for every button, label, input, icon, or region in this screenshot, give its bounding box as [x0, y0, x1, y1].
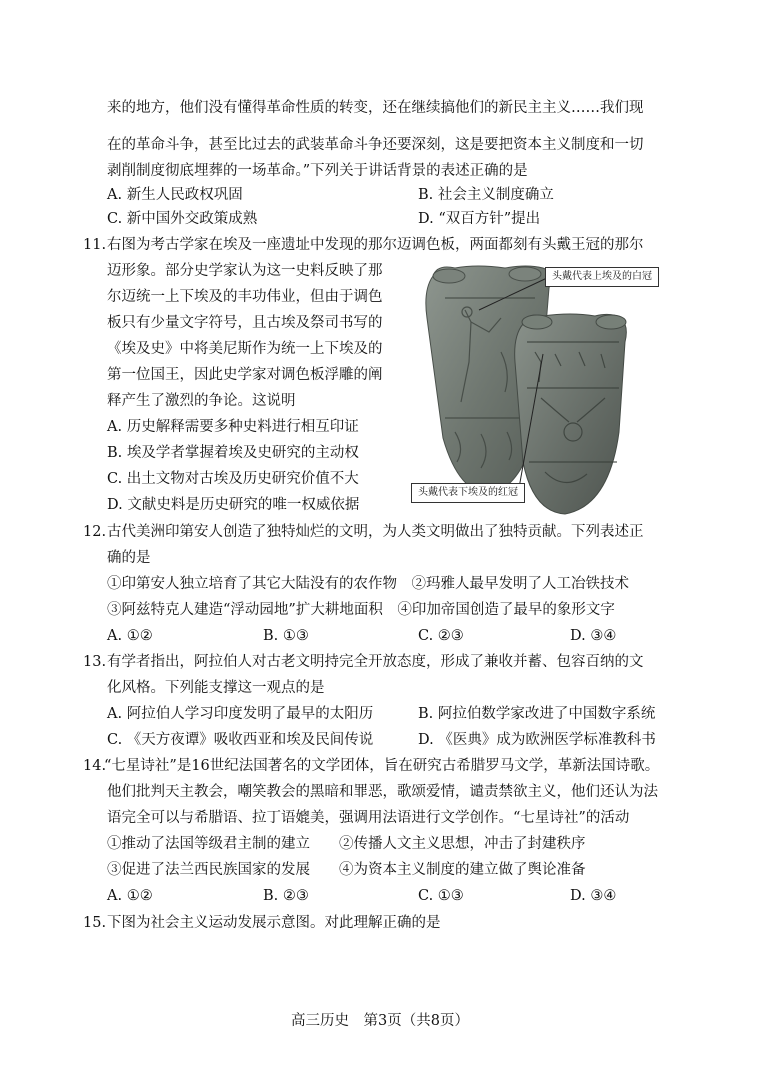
option-c: C. 出土文物对古埃及历史研究价值不大 — [107, 471, 359, 487]
question-text: 《埃及史》中将美尼斯作为统一上下埃及的 — [107, 341, 383, 357]
question-text: 尔迈统一上下埃及的丰功伟业，但由于调色 — [107, 289, 383, 305]
option-d: D. “双百方针”提出 — [418, 211, 541, 227]
question-number: 15. — [83, 915, 107, 931]
question-number: 14. — [83, 758, 107, 774]
callout-red-crown: 头戴代表下埃及的红冠 — [411, 483, 525, 503]
callout-white-crown: 头戴代表上埃及的白冠 — [545, 267, 659, 287]
question-text: 确的是 — [107, 550, 151, 566]
option-c: C. 新中国外交政策成熟 — [107, 211, 258, 227]
option-d: D. 《医典》成为欧洲医学标准教科书 — [418, 732, 656, 748]
question-text: 语完全可以与希腊语、拉丁语媲美，强调用法语进行文学创作。“七星诗社”的活动 — [107, 810, 630, 826]
question-text: 下图为社会主义运动发展示意图。对此理解正确的是 — [107, 915, 441, 931]
intro-line: 在的革命斗争，甚至比过去的武装革命斗争还要深刻，这是要把资本主义制度和一切 — [107, 137, 644, 153]
question-text: 释产生了激烈的争论。这说明 — [107, 393, 296, 409]
option-a: A. ①② — [107, 628, 153, 644]
option-b: B. ①③ — [263, 628, 309, 644]
intro-line: 来的地方，他们没有懂得革命性质的转变，还在继续搞他们的新民主主义……我们现 — [107, 100, 644, 116]
option-c: C. ①③ — [418, 888, 464, 904]
narmer-palette-image — [415, 262, 683, 517]
option-d: D. 文献史料是历史研究的唯一权威依据 — [107, 497, 360, 513]
option-c: C. 《天方夜谭》吸收西亚和埃及民间传说 — [107, 732, 374, 748]
option-a: A. 阿拉伯人学习印度发明了最早的太阳历 — [107, 706, 374, 722]
question-number: 12. — [83, 524, 107, 540]
narmer-palette-figure — [415, 262, 683, 517]
question-number: 11. — [83, 237, 107, 253]
question-number: 13. — [83, 654, 107, 670]
question-text: 迈形象。部分史学家认为这一史料反映了那 — [107, 263, 383, 279]
option-d: D. ③④ — [570, 888, 617, 904]
option-a: A. 新生人民政权巩固 — [107, 187, 243, 203]
question-text: 右图为考古学家在埃及一座遗址中发现的那尔迈调色板，两面都刻有头戴王冠的那尔 — [107, 237, 644, 253]
option-b: B. 阿拉伯数学家改进了中国数字系统 — [418, 706, 656, 722]
page-footer: 高三历史 第3页（共8页） — [291, 1013, 469, 1029]
question-text: “七星诗社”是16世纪法国著名的文学团体，旨在研究古希腊罗马文学，革新法国诗歌。 — [104, 758, 660, 774]
question-text: 有学者指出，阿拉伯人对古老文明持完全开放态度，形成了兼收并蓄、包容百纳的文 — [107, 654, 644, 670]
option-a: A. ①② — [107, 888, 153, 904]
question-text: 第一位国王，因此史学家对调色板浮雕的阐 — [107, 367, 383, 383]
option-d: D. ③④ — [570, 628, 617, 644]
option-b: B. ②③ — [263, 888, 309, 904]
option-b: B. 埃及学者掌握着埃及史研究的主动权 — [107, 445, 359, 461]
option-a: A. 历史解释需要多种史料进行相互印证 — [107, 419, 359, 435]
question-statement: ①推动了法国等级君主制的建立 ②传播人文主义思想，冲击了封建秩序 — [107, 836, 586, 852]
question-text: 板只有少量文字符号，且古埃及祭司书写的 — [107, 315, 383, 331]
question-text: 古代美洲印第安人创造了独特灿烂的文明，为人类文明做出了独特贡献。下列表述正 — [107, 524, 644, 540]
question-text: 化风格。下列能支撑这一观点的是 — [107, 680, 325, 696]
intro-line: 剥削制度彻底埋葬的一场革命。”下列关于讲话背景的表述正确的是 — [107, 163, 528, 179]
question-statement: ③阿兹特克人建造“浮动园地”扩大耕地面积 ④印加帝国创造了最早的象形文字 — [107, 602, 615, 618]
question-statement: ③促进了法兰西民族国家的发展 ④为资本主义制度的建立做了舆论准备 — [107, 862, 586, 878]
option-c: C. ②③ — [418, 628, 464, 644]
question-statement: ①印第安人独立培育了其它大陆没有的农作物 ②玛雅人最早发明了人工冶铁技术 — [107, 576, 629, 592]
option-b: B. 社会主义制度确立 — [418, 187, 554, 203]
question-text: 他们批判天主教会，嘲笑教会的黑暗和罪恶，歌颂爱情，谴责禁欲主义，他们还认为法 — [107, 784, 658, 800]
